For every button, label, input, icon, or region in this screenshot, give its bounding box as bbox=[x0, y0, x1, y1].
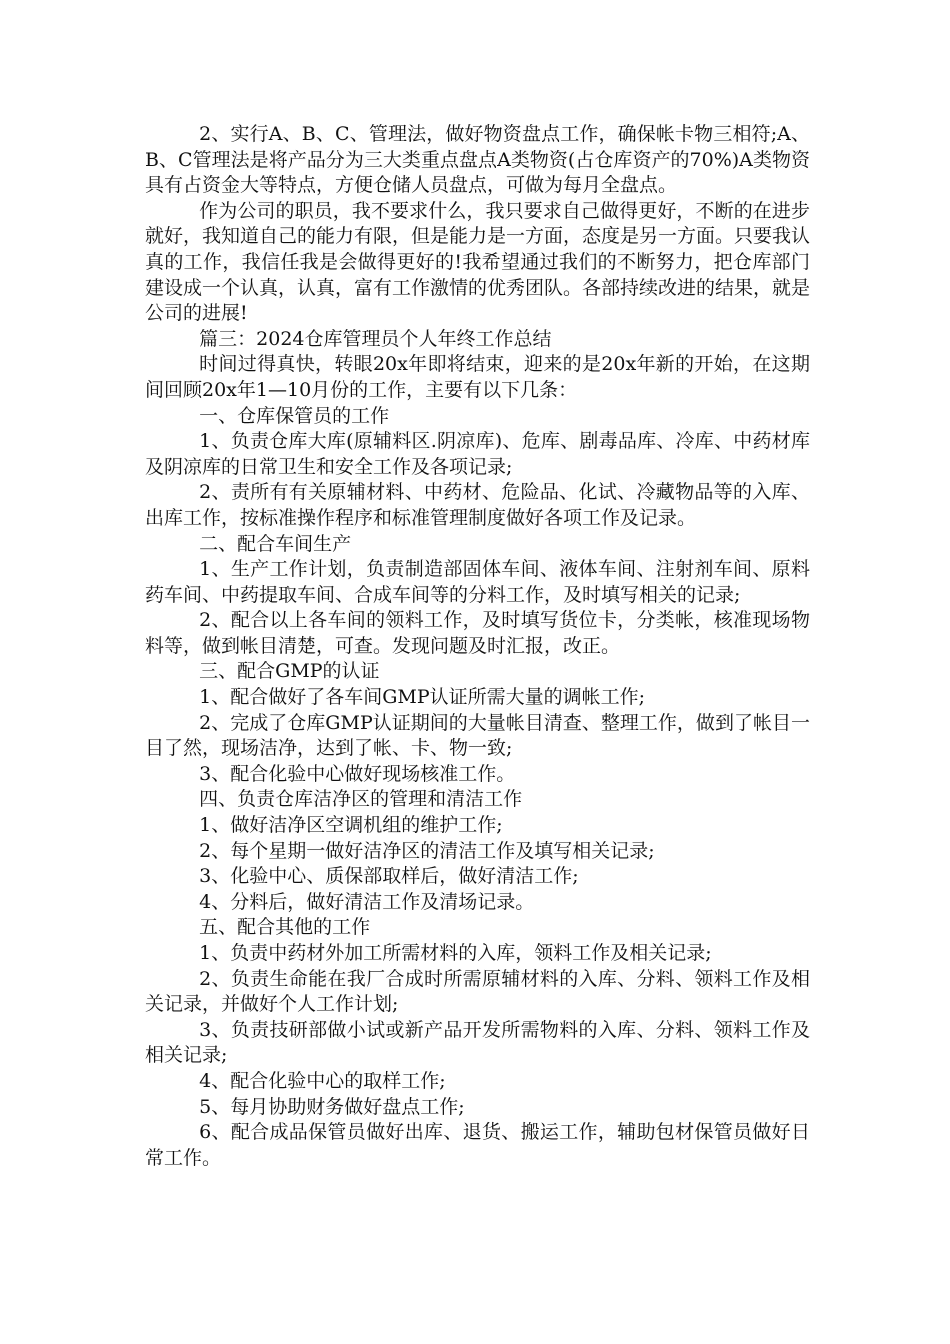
list-item: 1、负责仓库大库(原辅料区.阴凉库)、危库、剧毒品库、冷库、中药材库及阴凉库的日常卫生和安全工作及各项记录; bbox=[145, 430, 810, 478]
paragraph-abc-management: 2、实行A、B、C、管理法，做好物资盘点工作，确保帐卡物三相符;A、B、C管理法是将产品分为三大类重点盘点A类物资(占仓库资产的70%)A类物资具有占资金大等特点，方便仓储人员盘点，可做为每月全盘点。 bbox=[145, 123, 810, 197]
list-item: 2、每个星期一做好洁净区的清洁工作及填写相关记录; bbox=[199, 839, 655, 862]
list-item: 2、配合以上各车间的领料工作，及时填写货位卡，分类帐，核准现场物料等，做到帐目清楚，可查。发现问题及时汇报，改正。 bbox=[145, 609, 810, 657]
list-item: 2、完成了仓库GMP认证期间的大量帐目清查、整理工作，做到了帐目一目了然，现场洁净，达到了帐、卡、物一致; bbox=[145, 711, 810, 760]
list-item: 2、责所有有关原辅材料、中药材、危险品、化试、冷藏物品等的入库、出库工作，按标准操作程序和标准管理制度做好各项工作及记录。 bbox=[145, 481, 810, 529]
paragraph-employee-attitude: 作为公司的职员，我不要求什么，我只要求自己做得更好，不断的在进步就好，我知道自己的能力有限，但是能力是一方面，态度是另一方面。只要我认真的工作，我信任我是会做得更好的!我希望通过我们的不断努力，把仓库部门建设成一个认真，认真，富有工作激情的优秀团队。各部持续改进的结果，就是公司的进展! bbox=[145, 199, 811, 325]
heading-clean-area: 四、负责仓库洁净区的管理和清洁工作 bbox=[199, 788, 523, 811]
list-item: 4、分料后，做好清洁工作及清场记录。 bbox=[199, 890, 535, 913]
list-item: 3、负责技研部做小试或新产品开发所需物料的入库、分料、领料工作及相关记录; bbox=[145, 1018, 810, 1067]
list-item: 6、配合成品保管员做好出库、退货、搬运工作，辅助包材保管员做好日常工作。 bbox=[145, 1121, 810, 1169]
document-body bbox=[145, 122, 810, 1171]
heading-other-work: 五、配合其他的工作 bbox=[199, 916, 371, 939]
list-item: 5、每月协助财务做好盘点工作; bbox=[199, 1095, 465, 1118]
list-item: 1、生产工作计划，负责制造部固体车间、液体车间、注射剂车间、原料药车间、中药提取车间、合成车间等的分料工作，及时填写相关的记录; bbox=[145, 558, 810, 606]
list-item: 3、配合化验中心做好现场核准工作。 bbox=[199, 762, 516, 785]
paragraph-intro: 时间过得真快，转眼20x年即将结束，迎来的是20x年新的开始，在这期间回顾20x年1—10月份的工作，主要有以下几条： bbox=[145, 353, 810, 401]
heading-warehouse-keeper: 一、仓库保管员的工作 bbox=[199, 404, 390, 427]
heading-workshop-production: 二、配合车间生产 bbox=[199, 532, 352, 555]
list-item: 1、配合做好了各车间GMP认证所需大量的调帐工作; bbox=[199, 686, 646, 709]
heading-gmp-certification: 三、配合GMP的认证 bbox=[199, 660, 380, 683]
list-item: 3、化验中心、质保部取样后，做好清洁工作; bbox=[199, 865, 579, 888]
section-title-part-three: 篇三：2024仓库管理员个人年终工作总结 bbox=[199, 327, 552, 350]
list-item: 1、做好洁净区空调机组的维护工作; bbox=[199, 814, 503, 837]
list-item: 1、负责中药材外加工所需材料的入库，领料工作及相关记录; bbox=[199, 942, 712, 964]
list-item: 2、负责生命能在我厂合成时所需原辅材料的入库、分料、领料工作及相关记录，并做好个人工作计划; bbox=[145, 967, 810, 1016]
list-item: 4、配合化验中心的取样工作; bbox=[199, 1069, 446, 1092]
